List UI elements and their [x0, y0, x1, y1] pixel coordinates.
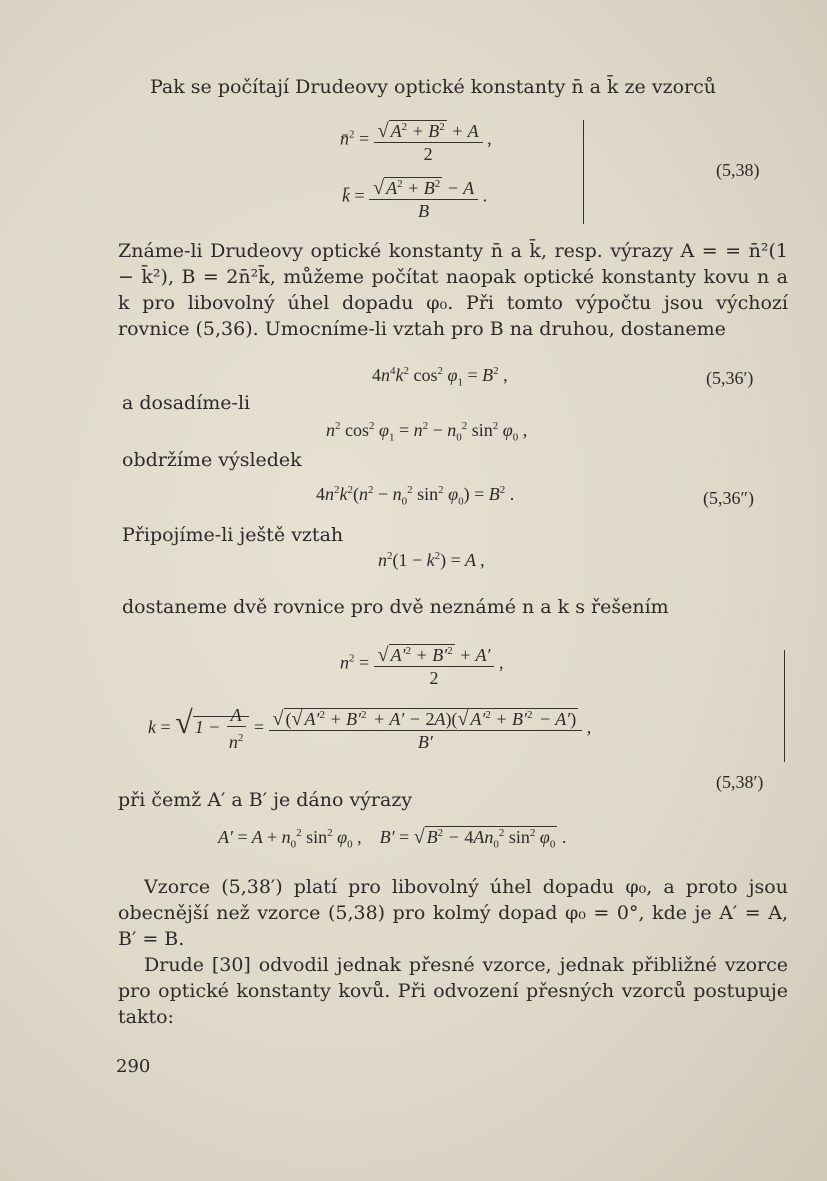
- text-a-dosadime: a dosadíme-li: [122, 392, 251, 414]
- equation-number-538: (5,38): [716, 160, 760, 180]
- page-number: 290: [116, 1056, 151, 1077]
- equation-number-536-prime: (5,36′): [706, 368, 754, 388]
- paragraph-vzorce: Vzorce (5,38′) platí pro libovolný úhel dopadu φ₀, a proto jsou obecnější než vzorce (5,38) pro kolmý dopad φ₀ = 0°, kde je A′ = A, B′ = B.: [118, 876, 788, 950]
- equation-n-solution: $n^2$ = $\frac{√ A'^2 + B'^2 + A'}{2}$ ,: [340, 640, 503, 689]
- paragraph-drude-constants: Známe-li Drudeovy optické konstanty n̄ a k̄, resp. výrazy A = = n̄²(1 − k̄²), B = 2n̄²k̄, můžeme počítat naopak optické konstanty kovu n a k pro libovolný úhel dopadu φ₀. Při tomto výpočtu jsou výchozí rovnice (5,36). Umocníme-li vztah pro B na druhou, dostaneme: [118, 240, 788, 340]
- equation-n-bar: n̄$^2$ = $\frac{√ A^2 + B^2 + A}{2}$ ,: [340, 116, 492, 165]
- equation-number-536-double-prime: (5,36″): [703, 488, 754, 508]
- equation-a-b-prime: $A' = A + n_0^2$ $\sin^2 \varphi_0$ , B′ = √ $B^2 - 4An_0^2$ $\sin^2 \varphi_0$ .: [218, 826, 567, 851]
- intro-line: Pak se počítají Drudeovy optické konstanty n̄ a k̄ ze vzorců: [150, 76, 716, 98]
- equation-cos-substitution: $n^2$ $\cos^2 \varphi_1 = n^2 - n_0^2$ $\sin^2 \varphi_0$ ,: [326, 420, 528, 444]
- text-obdrzime: obdržíme výsledek: [122, 449, 302, 471]
- equation-536-prime: $4n^4k^2$ $\cos^2 \varphi_1 = B^2$ ,: [372, 365, 508, 389]
- text-pricemz: při čemž A′ a B′ je dáno výrazy: [118, 789, 413, 811]
- equation-brace: [583, 120, 584, 224]
- equation-number-538-prime: (5,38′): [716, 772, 764, 792]
- equation-536-double-prime: $4n^2k^2(n^2 - n_0^2$ $\sin^2 \varphi_0) = B^2$ .: [316, 484, 515, 508]
- text-pripojime: Připojíme-li ještě vztah: [122, 524, 344, 546]
- paragraph-drude: Drude [30] odvodil jednak přesné vzorce, jednak přibližné vzorce pro optické konstanty kovů. Při odvození přesných vzorců postupuje takto:: [118, 954, 788, 1028]
- equation-k-bar: k̄ = $\frac{√ A^2 + B^2 - A}{B}$ .: [342, 173, 487, 222]
- text-dostaneme: dostaneme dvě rovnice pro dvě neznámé n a k s řešením: [122, 596, 669, 618]
- equation-brace-538-prime: [784, 650, 785, 762]
- equation-n-relation: $n^2(1 - k^2) = A$ ,: [378, 550, 485, 570]
- equation-k-solution: k = √ 1 − $\frac{A}{n^2}$ = $\frac{√ (√ A'^2 + B'^2 + A' - 2A)(√ A'^2 + B'^2 - A')}{B'}$ ,: [148, 704, 592, 753]
